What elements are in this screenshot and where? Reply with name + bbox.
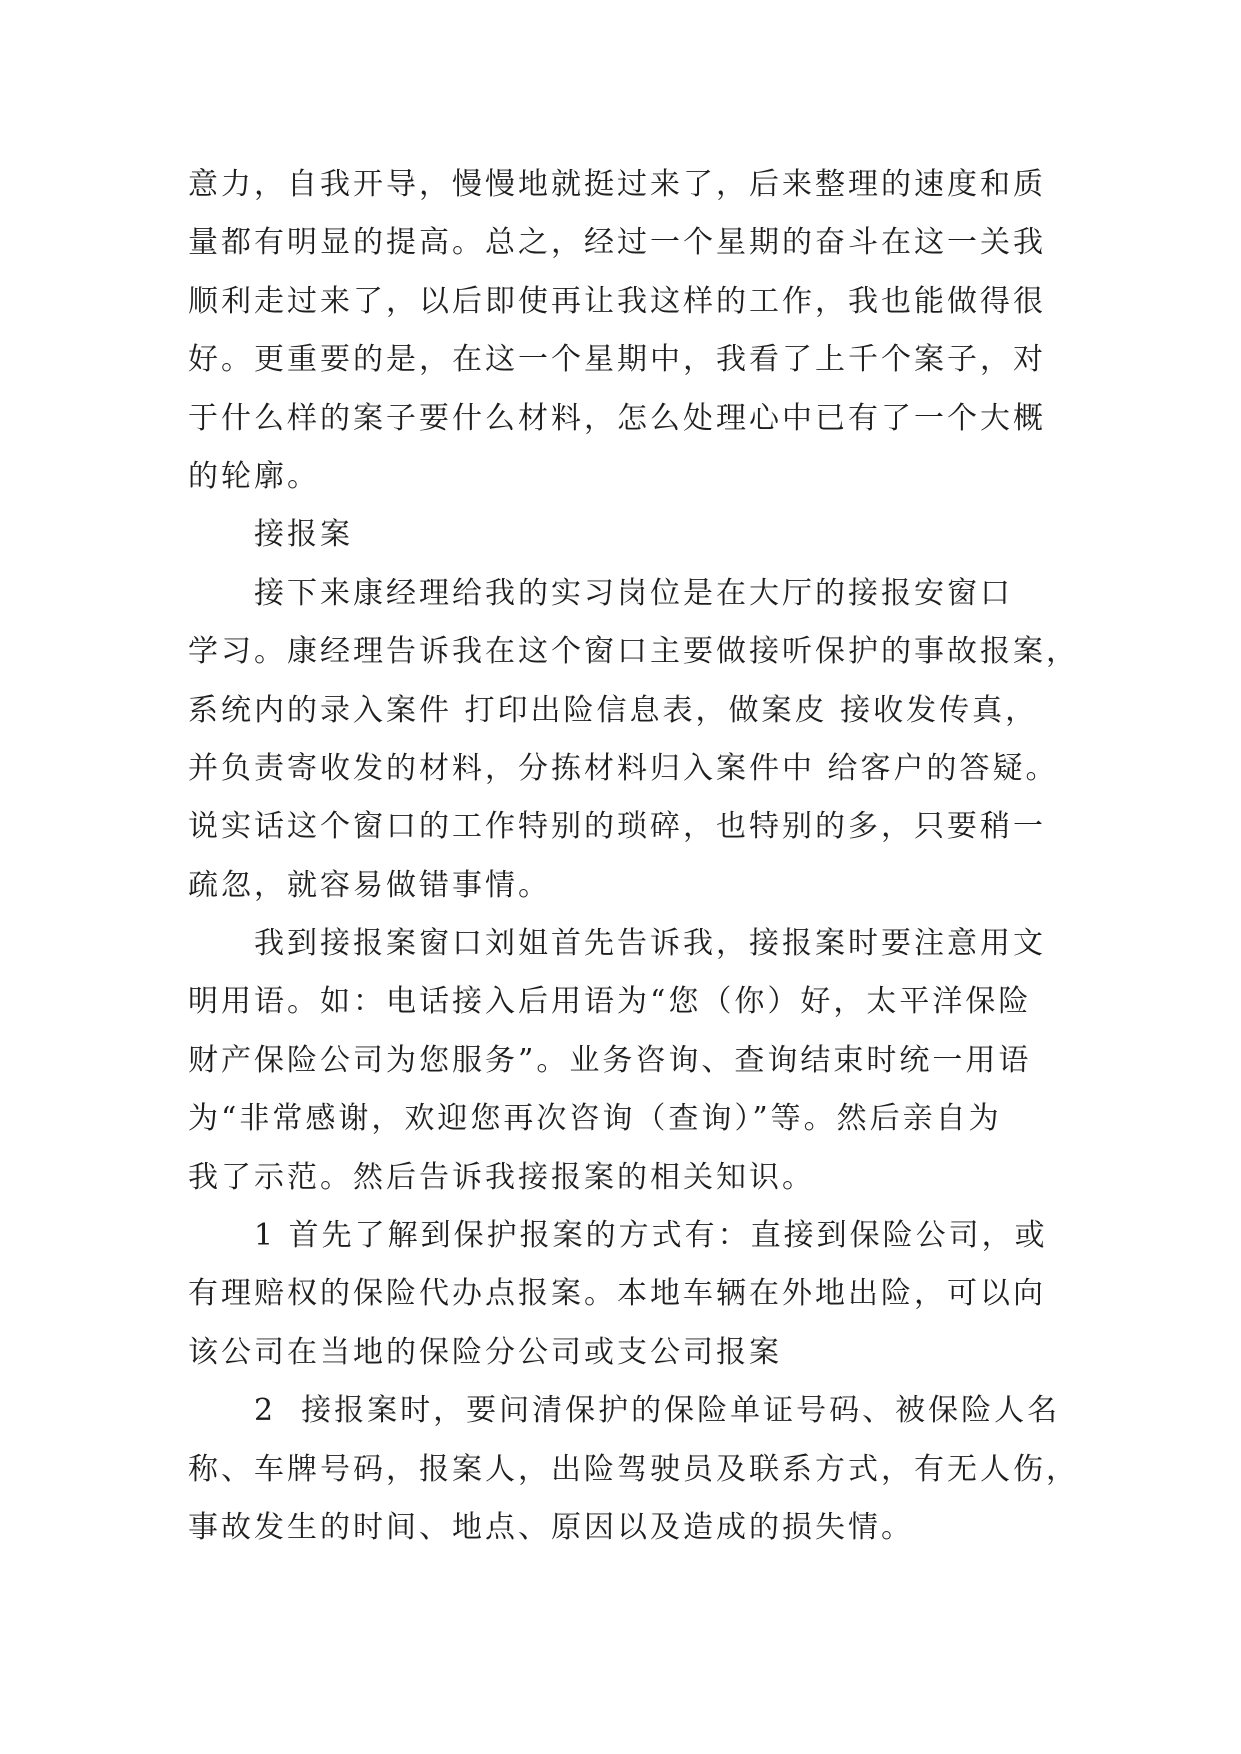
text-line: 1 首先了解到保护报案的方式有：直接到保险公司，或	[254, 1218, 1048, 1254]
text-line: 称、车牌号码，报案人，出险驾驶员及联系方式，有无人伤，	[188, 1451, 1079, 1487]
paragraph-window-duties	[188, 565, 1188, 915]
text-line: 我到接报案窗口刘姐首先告诉我，接报案时要注意用文	[254, 926, 1046, 962]
paragraph-item-1	[188, 1207, 1188, 1382]
paragraph-continuation	[188, 156, 1188, 506]
text-line: 好。更重要的是，在这一个星期中，我看了上千个案子，对	[188, 342, 1046, 378]
text-line: 有理赔权的保险代办点报案。本地车辆在外地出险，可以向	[188, 1276, 1046, 1312]
heading-line: 接报案	[254, 517, 353, 553]
text-line: 为“非常感谢，欢迎您再次咨询（查询）”等。然后亲自为	[188, 1101, 1002, 1137]
text-line: 顺利走过来了，以后即使再让我这样的工作，我也能做得很	[188, 283, 1046, 319]
body-text	[188, 156, 1188, 1557]
text-line: 于什么样的案子要什么材料，怎么处理心中已有了一个大概	[188, 400, 1046, 436]
text-line: 接下来康经理给我的实习岗位是在大厅的接报安窗口	[254, 575, 1013, 611]
text-line: 系统内的录入案件 打印出险信息表，做案皮 接收发传真，	[188, 692, 1039, 728]
text-line: 学习。康经理告诉我在这个窗口主要做接听保护的事故报案，	[188, 634, 1079, 670]
text-line: 明用语。如：电话接入后用语为“您（你）好，太平洋保险	[188, 984, 1032, 1020]
text-line: 说实话这个窗口的工作特别的琐碎，也特别的多，只要稍一	[188, 809, 1046, 845]
paragraph-polite-language	[188, 915, 1188, 1207]
text-line: 事故发生的时间、地点、原因以及造成的损失情。	[188, 1509, 914, 1545]
text-line: 我了示范。然后告诉我接报案的相关知识。	[188, 1159, 815, 1195]
text-line: 量都有明显的提高。总之，经过一个星期的奋斗在这一关我	[188, 225, 1046, 261]
text-line: 疏忽，就容易做错事情。	[188, 867, 551, 903]
text-line: 财产保险公司为您服务”。业务咨询、查询结束时统一用语	[188, 1042, 1032, 1078]
section-heading	[188, 506, 1188, 564]
paragraph-item-2	[188, 1382, 1188, 1557]
text-line: 并负责寄收发的材料，分拣材料归入案件中 给客户的答疑。	[188, 750, 1059, 786]
text-line: 该公司在当地的保险分公司或支公司报案	[188, 1334, 782, 1370]
text-line: 的轮廓。	[188, 458, 320, 494]
text-line: 意力，自我开导，慢慢地就挺过来了，后来整理的速度和质	[188, 167, 1046, 202]
text-line: 2 接报案时，要问清保护的保险单证号码、被保险人名	[254, 1393, 1061, 1429]
